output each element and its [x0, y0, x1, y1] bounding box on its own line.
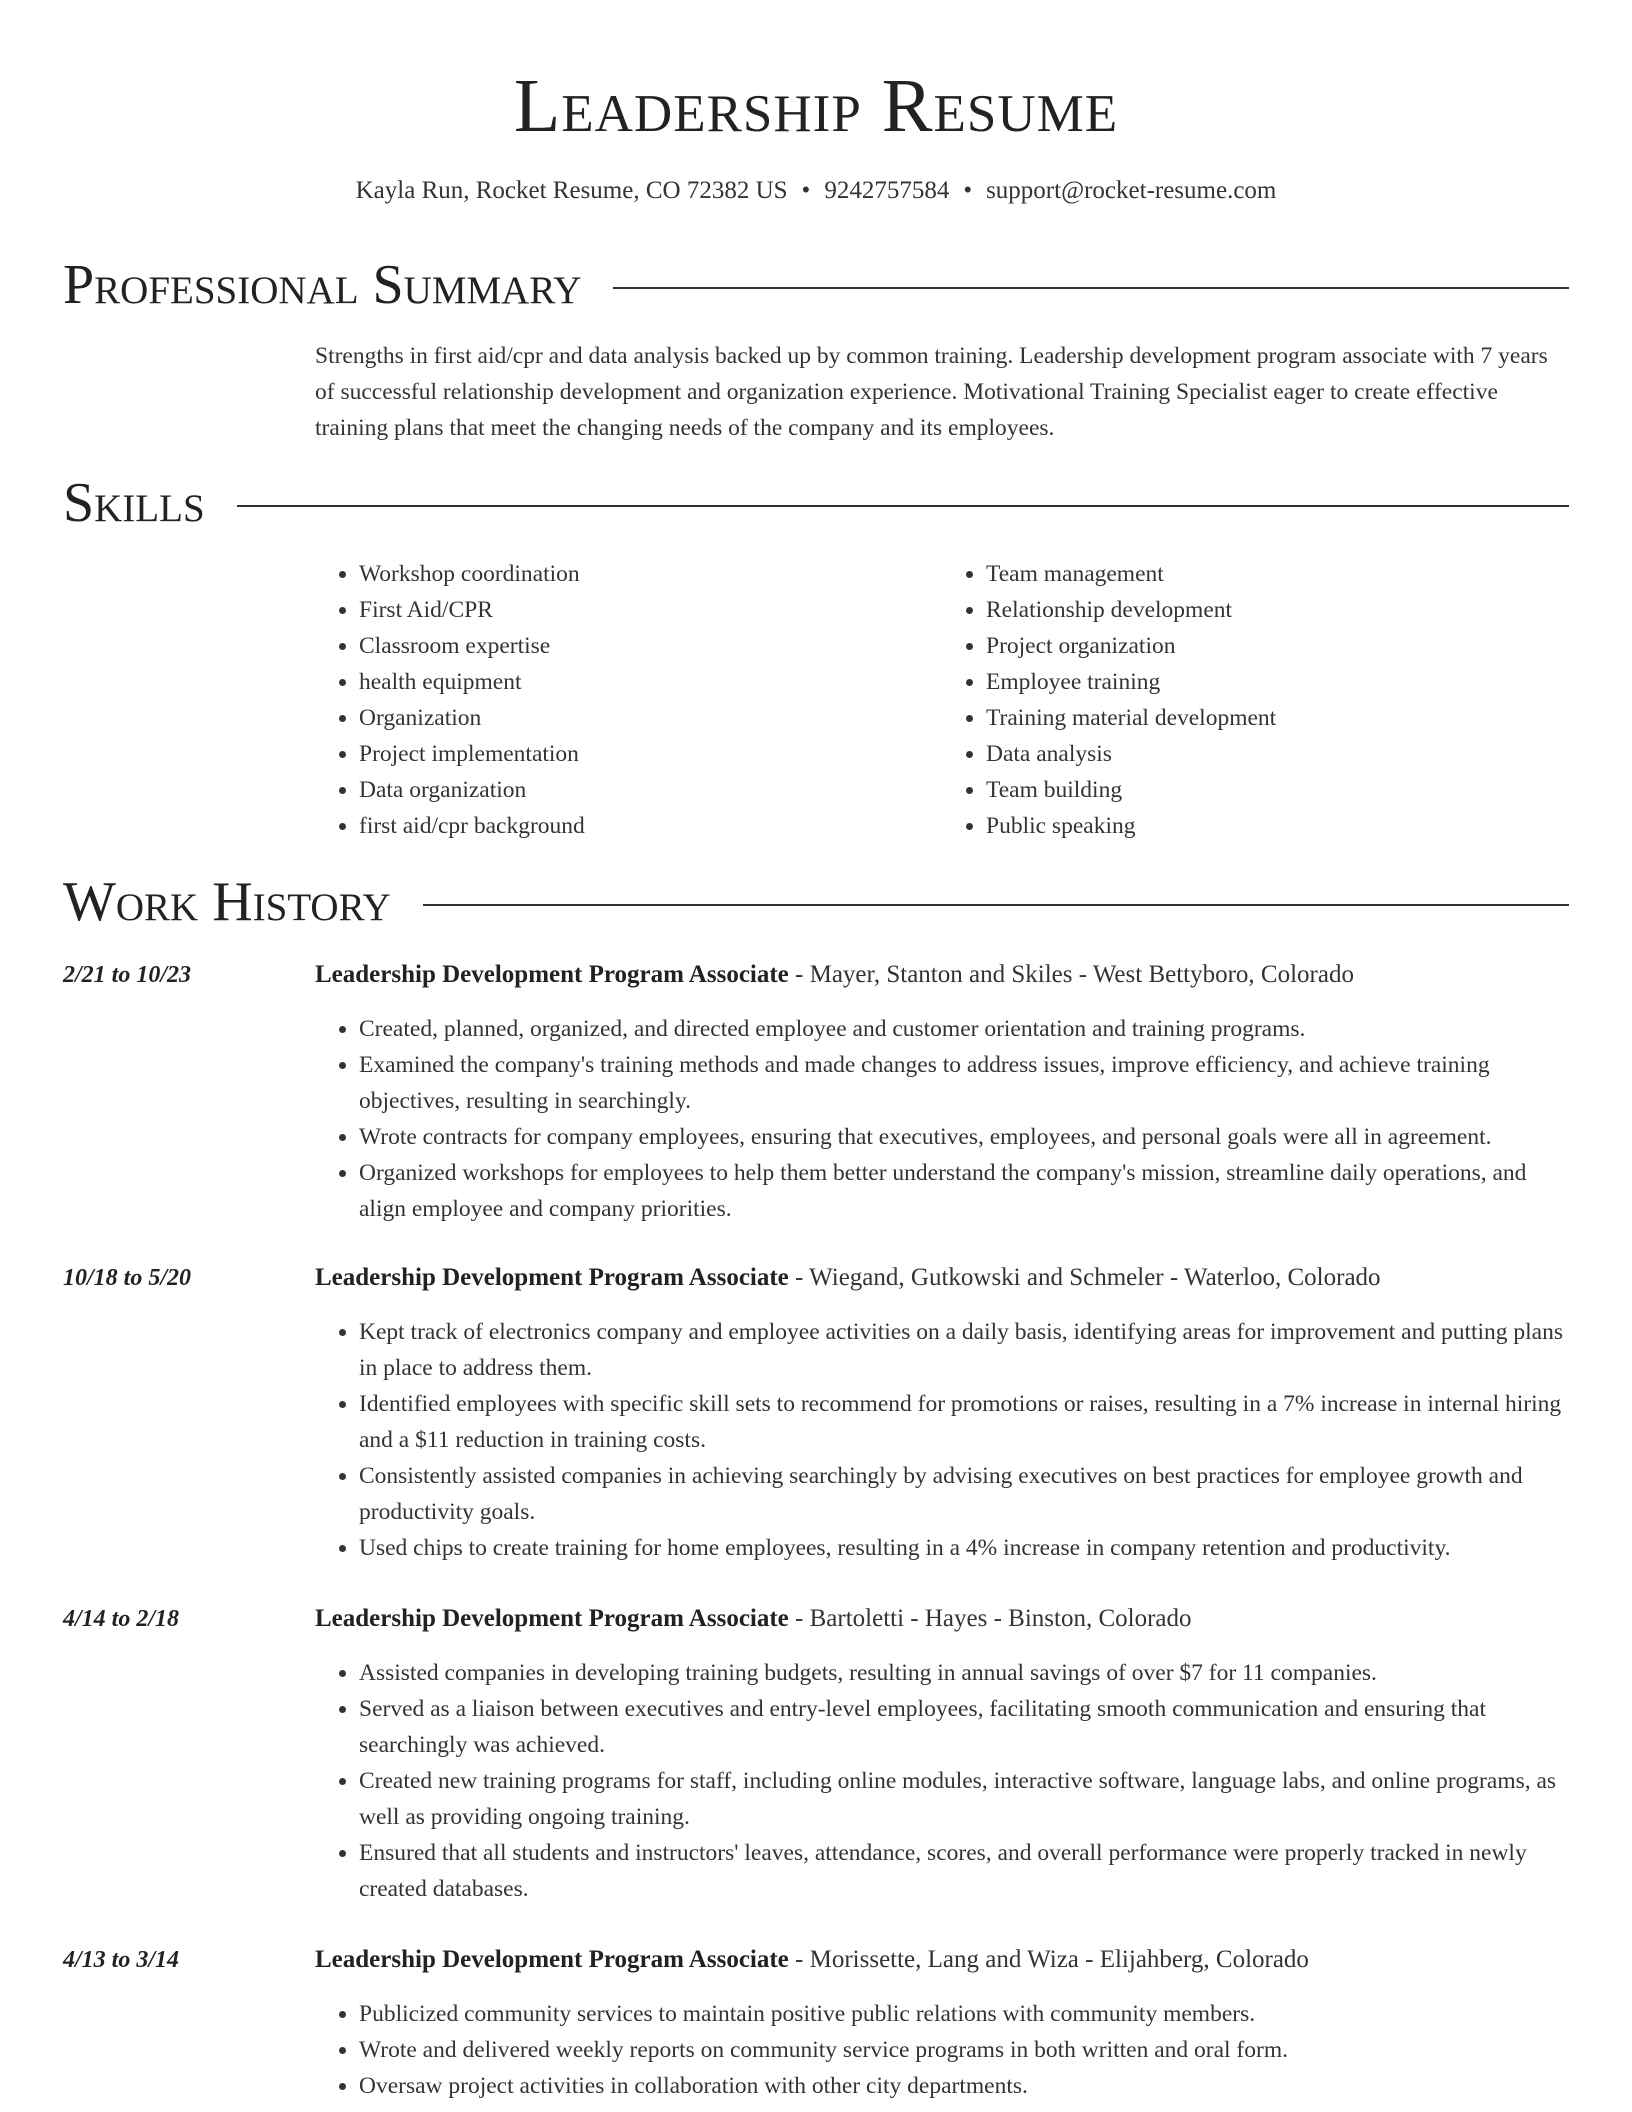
job-dates: 4/14 to 2/18: [63, 1606, 180, 1632]
skill-item: • Project organization: [986, 628, 1569, 664]
skill-item: • Training material development: [986, 700, 1569, 736]
job-bullet: • Examined the company's training methods and made changes to address issues, improve efficiency, and achieve training objectives, resulting in searchingly.: [359, 1047, 1569, 1119]
job-bullets: [315, 1314, 1569, 1566]
work-section-title: Work History: [63, 871, 391, 933]
skill-item: • Employee training: [986, 664, 1569, 700]
address-text: Kayla Run, Rocket Resume, CO 72382 US: [355, 177, 788, 204]
job-role: Leadership Development Program Associate: [315, 1264, 789, 1291]
contact-line: [0, 174, 1632, 208]
job-bullet: • Ensured that all students and instructors' leaves, attendance, scores, and overall performance were properly tracked in newly created databases.: [359, 1835, 1569, 1907]
separator-bullet: •: [801, 177, 811, 204]
job-bullet: • Organized workshops for employees to help them better understand the company's mission, streamline daily operations, and align employee and company priorities.: [359, 1155, 1569, 1227]
job-role: Leadership Development Program Associate: [315, 1605, 789, 1632]
job-bullet: • Created, planned, organized, and directed employee and customer orientation and training programs.: [359, 1011, 1569, 1047]
skill-item: • Workshop coordination: [359, 556, 942, 592]
resume-title: Leadership Resume: [513, 64, 1119, 148]
job-bullet: • Wrote and delivered weekly reports on community service programs in both written and oral form.: [359, 2032, 1569, 2068]
job-bullet: • Created new training programs for staff, including online modules, interactive software, language labs, and online programs, as well as providing ongoing training.: [359, 1763, 1569, 1835]
job-heading: [315, 1601, 1569, 1637]
work-section-header: [63, 871, 1569, 933]
job-heading: [315, 957, 1569, 993]
job-heading: [315, 1260, 1569, 1296]
summary-text: Strengths in first aid/cpr and data analysis backed up by common training. Leadership development program associate with 7 years of successful relationship development and organization experience. Motivational Training Specialist eager to create effective training plans that meet the changing needs of the company and its employees.: [315, 343, 1548, 441]
skill-item: • Classroom expertise: [359, 628, 942, 664]
job-bullet: • Identified employees with specific skill sets to recommend for promotions or raises, resulting in a 7% increase in internal hiring and a $11 reduction in training costs.: [359, 1386, 1569, 1458]
job-bullets: [315, 1655, 1569, 1907]
job-company: - Morissette, Lang and Wiza - Elijahberg, Colorado: [788, 1946, 1309, 1973]
job-role: Leadership Development Program Associate: [315, 1946, 789, 1973]
separator-bullet: •: [963, 177, 973, 204]
skill-item: • Team building: [986, 772, 1569, 808]
section-divider: [423, 904, 1569, 906]
email-text: support@rocket-resume.com: [986, 177, 1277, 204]
skills-list: [315, 556, 1569, 844]
job-heading: [315, 1942, 1569, 1978]
job-bullet: • Kept track of electronics company and employee activities on a daily basis, identifying areas for improvement and putting plans in place to address them.: [359, 1314, 1569, 1386]
skills-section-header: [63, 472, 1569, 534]
job-company: - Wiegand, Gutkowski and Schmeler - Waterloo, Colorado: [788, 1264, 1381, 1291]
skill-item: • Data analysis: [986, 736, 1569, 772]
job-dates: 4/13 to 3/14: [63, 1947, 180, 1973]
skills-column-left: [315, 556, 942, 844]
skills-column-right: [942, 556, 1569, 844]
job-bullets: [315, 1011, 1569, 1227]
skill-item: • Project implementation: [359, 736, 942, 772]
skill-item: • health equipment: [359, 664, 942, 700]
skill-item: • Team management: [986, 556, 1569, 592]
job-role: Leadership Development Program Associate: [315, 961, 789, 988]
job-bullet: • Wrote contracts for company employees, ensuring that executives, employees, and personal goals were all in agreement.: [359, 1119, 1569, 1155]
job-dates: 2/21 to 10/23: [63, 962, 192, 988]
skills-section-title: Skills: [63, 472, 205, 534]
section-divider: [237, 505, 1569, 507]
section-divider: [613, 287, 1569, 289]
skill-item: • Relationship development: [986, 592, 1569, 628]
job-bullet: • Served as a liaison between executives and entry-level employees, facilitating smooth communication and ensuring that searchingly was achieved.: [359, 1691, 1569, 1763]
skill-item: • First Aid/CPR: [359, 592, 942, 628]
skill-item: • Organization: [359, 700, 942, 736]
job-bullet: • Oversaw project activities in collaboration with other city departments.: [359, 2068, 1569, 2104]
job-bullet: • Used chips to create training for home employees, resulting in a 4% increase in company retention and productivity.: [359, 1530, 1569, 1566]
summary-section-title: Professional Summary: [63, 254, 582, 316]
summary-section-header: [63, 254, 1569, 316]
job-dates: 10/18 to 5/20: [63, 1265, 192, 1291]
job-company: - Bartoletti - Hayes - Binston, Colorado: [788, 1605, 1192, 1632]
job-bullet: • Assisted companies in developing training budgets, resulting in annual savings of over $7 for 11 companies.: [359, 1655, 1569, 1691]
skill-item: • Public speaking: [986, 808, 1569, 844]
job-bullets: [315, 1996, 1569, 2104]
job-bullet: • Consistently assisted companies in achieving searchingly by advising executives on best practices for employee growth and productivity goals.: [359, 1458, 1569, 1530]
skill-item: • Data organization: [359, 772, 942, 808]
skill-item: • first aid/cpr background: [359, 808, 942, 844]
job-bullet: • Publicized community services to maintain positive public relations with community members.: [359, 1996, 1569, 2032]
job-company: - Mayer, Stanton and Skiles - West Bettyboro, Colorado: [788, 961, 1354, 988]
phone-text: 9242757584: [824, 177, 950, 204]
